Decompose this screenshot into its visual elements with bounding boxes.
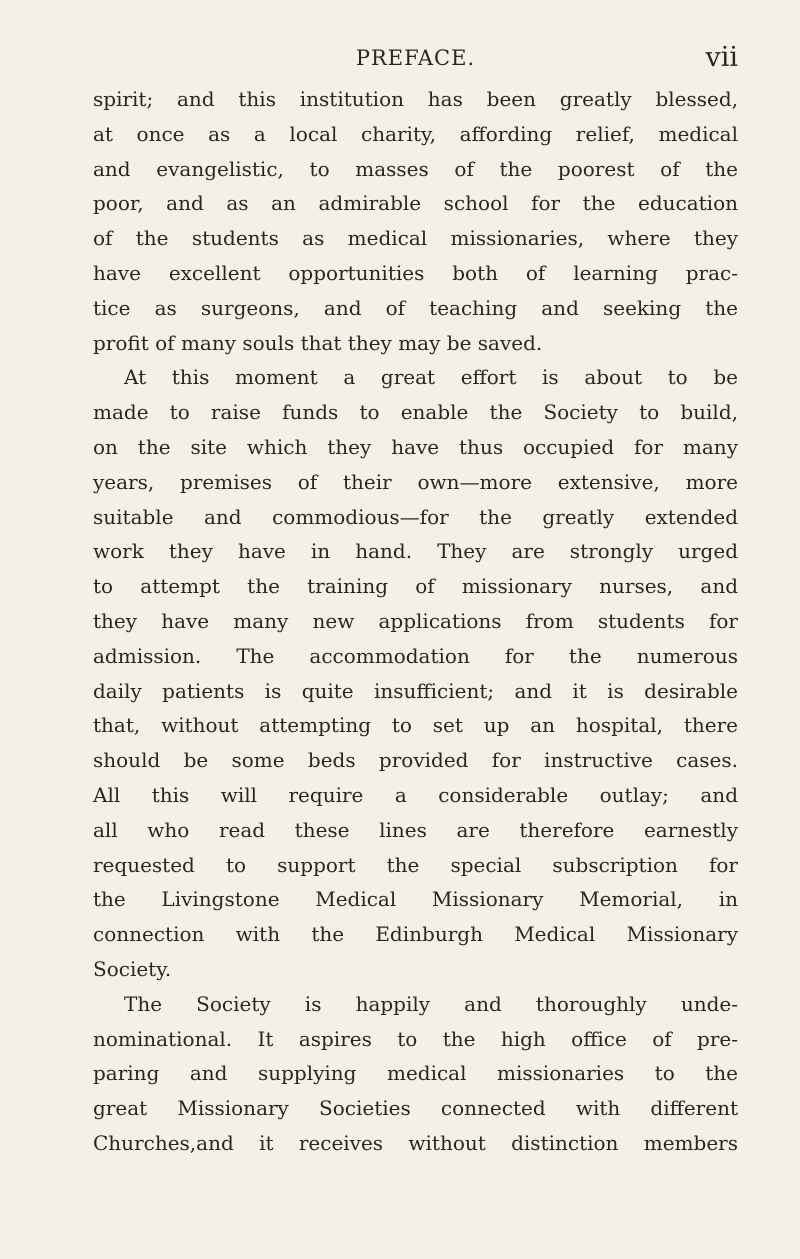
text-line: years, premises of their own—more extensive, more: [93, 469, 738, 494]
paragraph: [93, 987, 738, 1161]
text-line: paring and supplying medical missionaries to the: [93, 1061, 738, 1086]
text-line: work they have in hand. They are strongly urged: [93, 539, 738, 564]
text-line: to attempt the training of missionary nurses, and: [93, 574, 738, 599]
text-line: At this moment a great effort is about to be: [124, 365, 738, 390]
text-line: All this will require a considerable outlay; and: [93, 782, 738, 807]
running-head: [93, 42, 738, 80]
text-line: at once as a local charity, affording relief, medical: [93, 121, 738, 146]
running-title: PREFACE.: [355, 46, 476, 70]
text-line: should be some beds provided for instructive cases.: [93, 748, 738, 773]
text-line: have excellent opportunities both of learning prac-: [93, 260, 738, 285]
text-line: daily patients is quite insufficient; and it is desirable: [93, 678, 738, 703]
text-line: tice as surgeons, and of teaching and seeking the: [93, 295, 738, 320]
text-line: requested to support the special subscription for: [93, 852, 738, 877]
body-text: [93, 82, 738, 1161]
text-line: connection with the Edinburgh Medical Missionary: [93, 922, 738, 947]
text-line: all who read these lines are therefore earnestly: [93, 817, 738, 842]
paragraph: [93, 82, 738, 360]
paragraph: [93, 360, 738, 986]
text-line: Society.: [93, 956, 172, 981]
text-line: they have many new applications from students for: [93, 608, 738, 633]
text-line: nominational. It aspires to the high office of pre-: [93, 1026, 738, 1051]
text-line: that, without attempting to set up an hospital, there: [93, 713, 738, 738]
text-line: on the site which they have thus occupied for many: [93, 434, 738, 459]
text-line: Churches,and it receives without distinction members: [93, 1130, 738, 1155]
text-line: poor, and as an admirable school for the education: [93, 191, 738, 216]
text-line: spirit; and this institution has been greatly blessed,: [93, 87, 738, 111]
text-line: the Livingstone Medical Missionary Memorial, in: [93, 887, 738, 912]
page-number: vii: [705, 42, 738, 73]
text-line: and evangelistic, to masses of the poorest of the: [93, 156, 738, 181]
text-line: great Missionary Societies connected with different: [93, 1096, 738, 1121]
text-line: made to raise funds to enable the Society to build,: [93, 400, 738, 425]
text-line: admission. The accommodation for the numerous: [93, 643, 738, 668]
text-line: of the students as medical missionaries, where they: [93, 226, 738, 251]
text-line: suitable and commodious—for the greatly extended: [93, 504, 738, 529]
text-line: profit of many souls that they may be saved.: [93, 330, 543, 355]
text-line: The Society is happily and thoroughly unde-: [124, 991, 738, 1016]
